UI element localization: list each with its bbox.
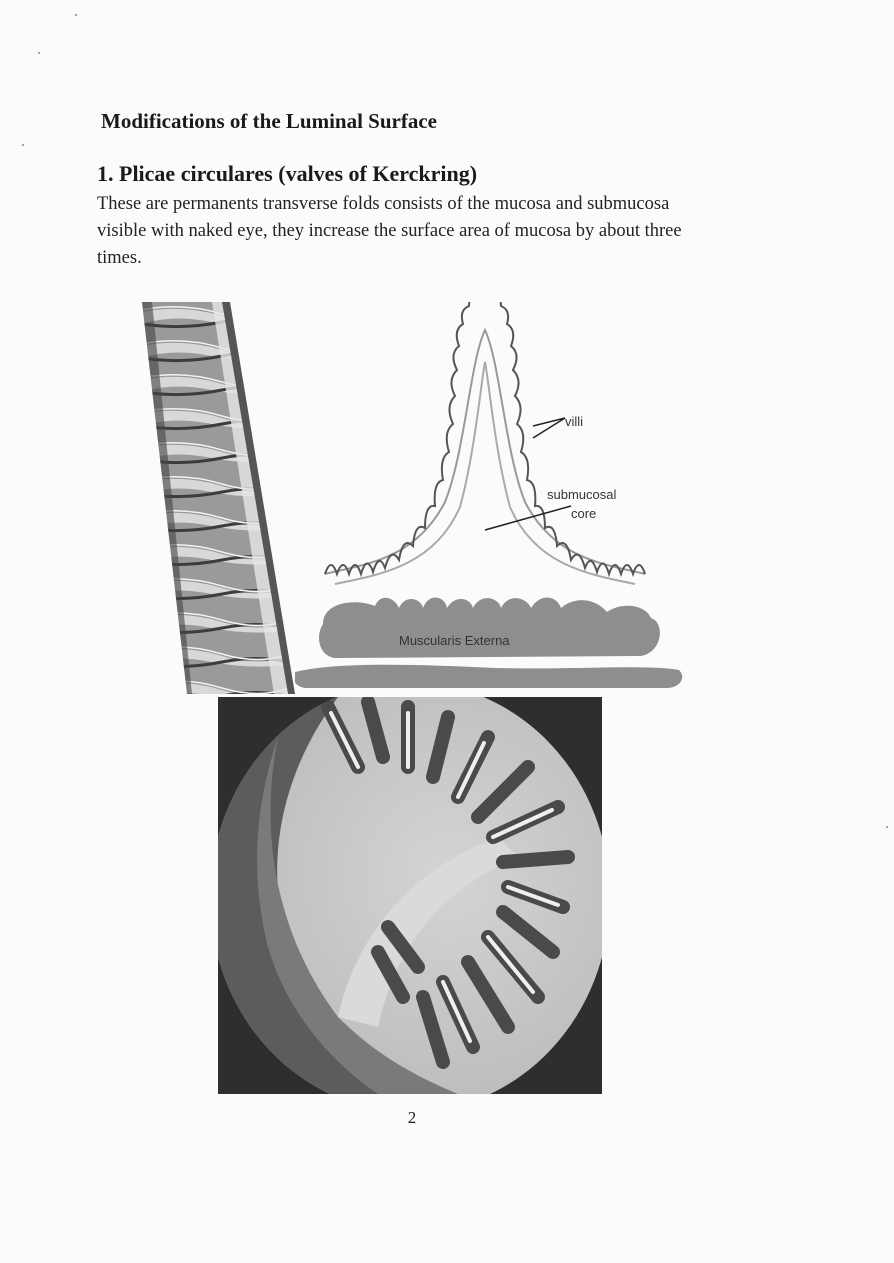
villi-right <box>491 302 645 574</box>
plica-micrograph <box>218 697 602 1094</box>
label-muscularis: Muscularis Externa <box>399 633 510 648</box>
plica-inner <box>335 362 635 584</box>
plica-diagram <box>295 302 685 694</box>
section-title: 1. Plicae circulares (valves of Kerckring) <box>97 161 478 186</box>
muscularis-inner-layer <box>319 597 660 658</box>
muscularis-outer-layer <box>295 665 682 688</box>
scan-speck <box>22 144 24 146</box>
scan-speck <box>886 826 888 828</box>
label-submucosal: submucosal <box>547 487 617 502</box>
label-villi: villi <box>565 414 584 429</box>
plicae-gross-photo <box>142 302 295 694</box>
scan-speck <box>75 14 77 16</box>
label-core: core <box>571 506 597 521</box>
page-heading: Modifications of the Luminal Surface <box>101 109 437 133</box>
scan-speck <box>38 52 40 54</box>
villi-left <box>325 302 479 574</box>
page-number: 2 <box>407 1108 417 1127</box>
body-paragraph: These are permanents transverse folds consists of the mucosa and submucosa visible with naked eye, they increase the surface area of mucosa by about three times. <box>97 194 682 268</box>
